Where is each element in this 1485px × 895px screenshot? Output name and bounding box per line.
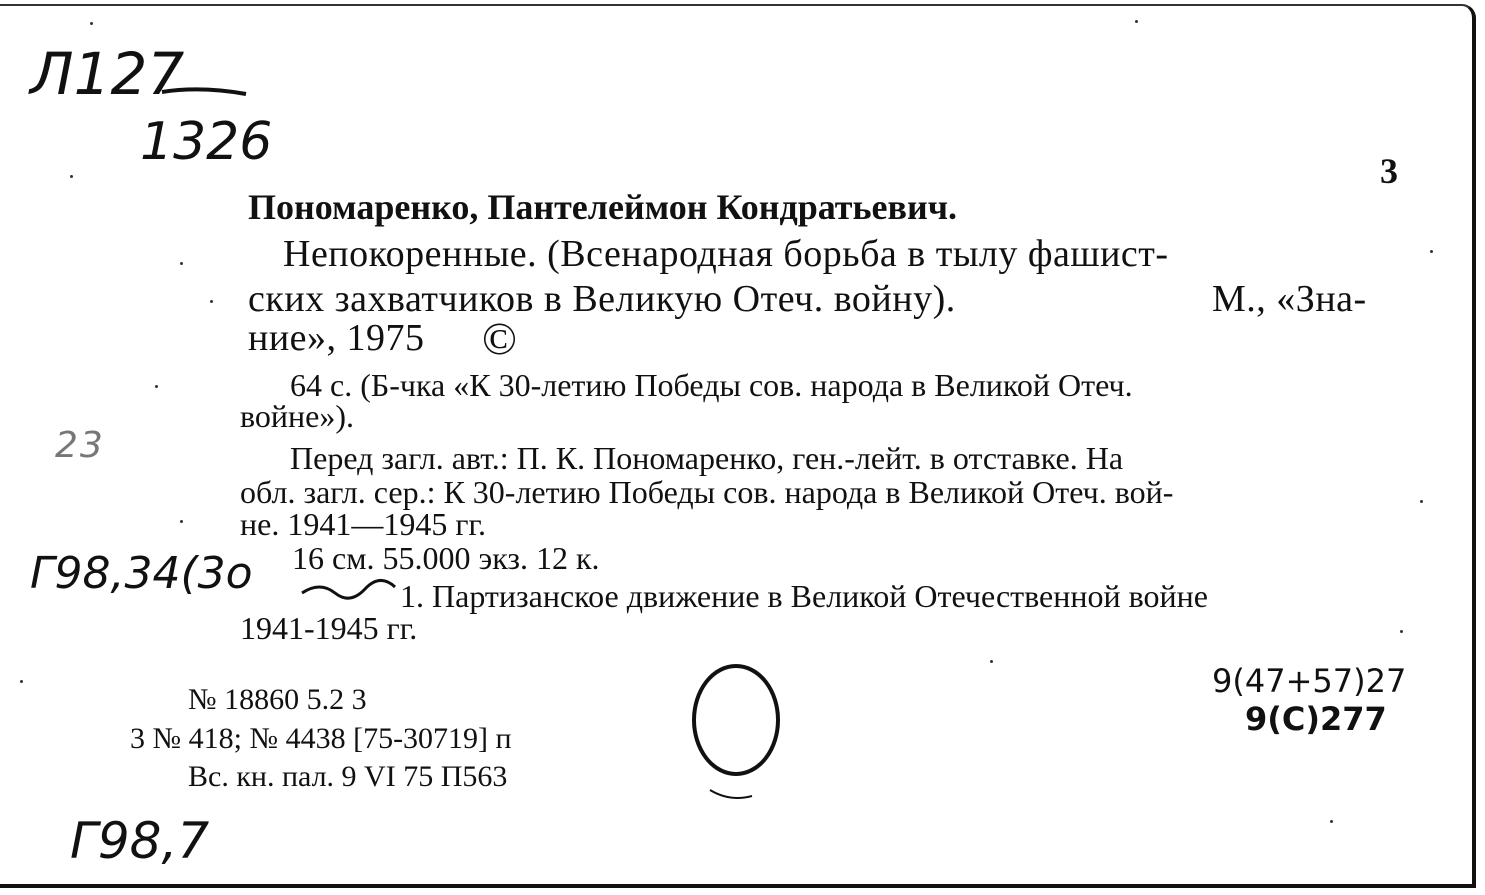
scan-speck	[20, 680, 23, 683]
handwritten-shelf-mark-bottom: 1326	[140, 112, 273, 172]
scan-speck	[155, 385, 158, 388]
title-line-3: ние», 1975	[248, 317, 425, 359]
scan-speck	[1330, 820, 1333, 823]
handwritten-classification-left: Г98,34(3о	[30, 548, 253, 599]
registration-number: № 18860 5.2 3	[188, 683, 367, 716]
series-line-2: войне»).	[240, 398, 354, 434]
note-line-1: Перед загл. авт.: П. К. Пономаренко, ген.-лейт. в отставке. На	[290, 440, 1124, 476]
scan-speck	[1430, 250, 1433, 253]
subject-line-1: 1. Партизанское движение в Великой Отечественной войне	[400, 578, 1208, 614]
handwritten-scribble	[300, 575, 400, 605]
imprint-tail: М., «Зна-	[1212, 278, 1367, 320]
scan-speck	[990, 660, 993, 663]
scan-speck	[1400, 630, 1403, 633]
note-line-3: не. 1941—1945 гг.	[240, 506, 486, 542]
card-number: 3	[1380, 151, 1398, 191]
classification-index-1: 9(47+57)27	[1212, 662, 1407, 700]
copyright-icon: ©	[482, 313, 517, 364]
chamber-date: Вс. кн. пал. 9 VI 75 П563	[188, 760, 508, 793]
scan-speck	[180, 262, 183, 265]
note-line-2: обл. загл. сер.: К 30-летию Победы сов. народа в Великой Отеч. вой-	[240, 474, 1174, 510]
scan-speck	[90, 22, 93, 25]
subject-line-2: 1941-1945 гг.	[240, 610, 418, 646]
handwritten-shelf-mark-top: Л127	[30, 40, 185, 108]
handwritten-classification-bottom: Г98,7	[70, 812, 210, 870]
order-numbers: 3 № 418; № 4438 [75-30719] п	[130, 722, 512, 755]
scan-speck	[70, 175, 73, 178]
handwritten-dash	[160, 80, 250, 100]
card-hole-icon	[690, 660, 790, 810]
author-heading: Пономаренко, Пантелеймон Кондратьевич.	[248, 187, 957, 227]
classification-index-2: 9(С)277	[1245, 700, 1387, 738]
handwritten-side-mark: 23	[55, 425, 105, 466]
scan-speck	[210, 300, 213, 303]
physical-description: 16 см. 55.000 экз. 12 к.	[292, 540, 600, 576]
title-line-2: ских захватчиков в Великую Отеч. войну).	[248, 278, 956, 320]
series-line-1: 64 с. (Б-чка «К 30-летию Победы сов. народа в Великой Отеч.	[290, 367, 1133, 403]
scan-speck	[1420, 500, 1423, 503]
scan-speck	[1135, 20, 1138, 23]
title-line-1: Непокоренные. (Всенародная борьба в тылу фашист-	[283, 233, 1169, 275]
scan-speck	[180, 520, 183, 523]
